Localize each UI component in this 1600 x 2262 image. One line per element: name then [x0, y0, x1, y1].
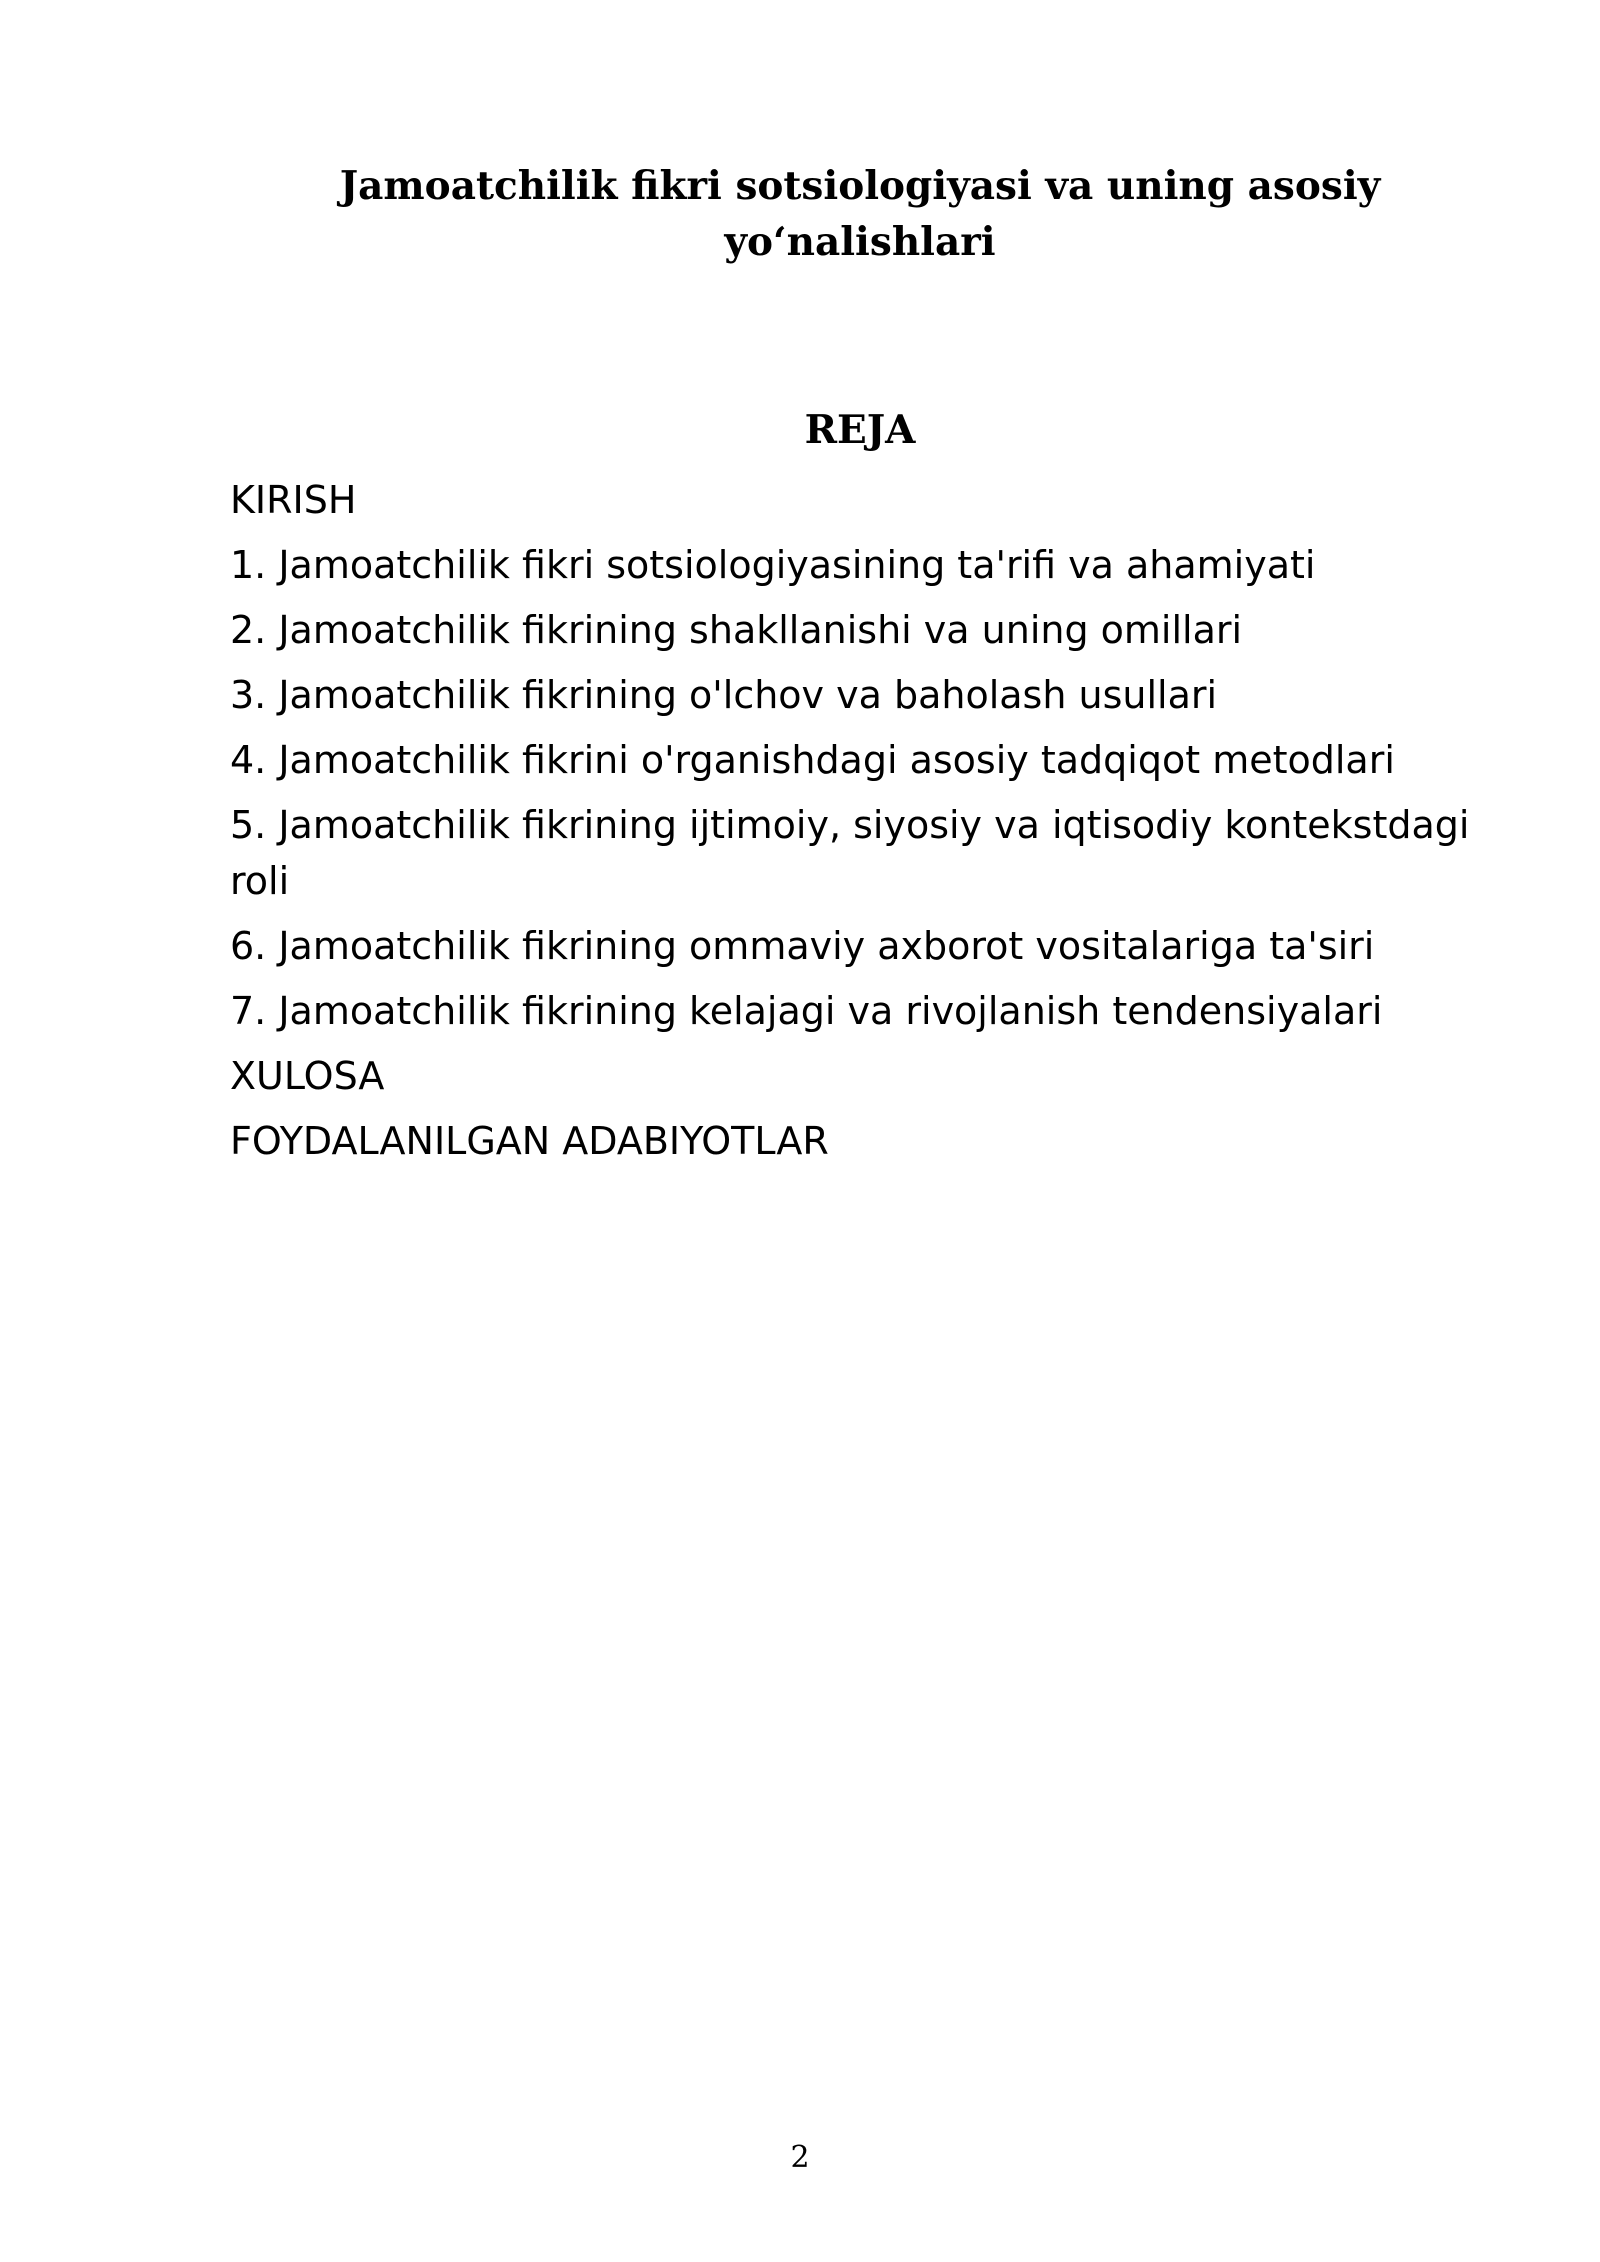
- plan-item-conclusion: XULOSA: [230, 1054, 385, 1098]
- plan-heading: REJA: [804, 407, 916, 453]
- document-title-line-1: Jamoatchilik fikri sotsiologiyasi va uning asosiy: [339, 163, 1381, 209]
- plan-item-1: 1. Jamoatchilik fikri sotsiologiyasining ta'rifi va ahamiyati: [230, 543, 1316, 587]
- plan-item-5: 5. Jamoatchilik fikrining ijtimoiy, siyosiy va iqtisodiy kontekstdagi roli: [230, 803, 1470, 903]
- plan-item-4: 4. Jamoatchilik fikrini o'rganishdagi asosiy tadqiqot metodlari: [230, 738, 1395, 782]
- document-title-line-2: yo‘nalishlari: [724, 219, 996, 265]
- plan-item-3: 3. Jamoatchilik fikrining o'lchov va baholash usullari: [230, 673, 1218, 717]
- plan-item-7: 7. Jamoatchilik fikrining kelajagi va rivojlanish tendensiyalari: [230, 989, 1383, 1033]
- plan-item-references: FOYDALANILGAN ADABIYOTLAR: [230, 1119, 829, 1163]
- page-number: 2: [790, 2140, 810, 2175]
- plan-list: [230, 472, 1520, 1178]
- document-title: [230, 158, 1490, 270]
- plan-item-6: 6. Jamoatchilik fikrining ommaviy axborot vositalariga ta'siri: [230, 924, 1375, 968]
- plan-item-2: 2. Jamoatchilik fikrining shakllanishi va uning omillari: [230, 608, 1243, 652]
- plan-item-intro: KIRISH: [230, 478, 357, 522]
